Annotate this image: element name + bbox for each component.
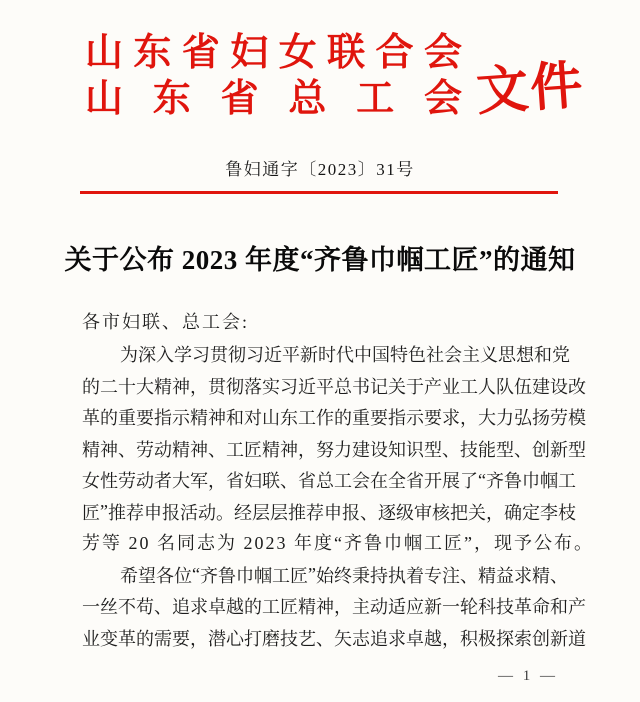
- char: ，: [190, 376, 208, 397]
- char: 产: [424, 376, 442, 397]
- char: 的: [82, 376, 100, 397]
- char: 巾: [236, 565, 254, 586]
- org-name-line-2: [85, 76, 462, 122]
- char: 和: [534, 345, 552, 366]
- char: 会: [352, 471, 370, 492]
- char: 二: [100, 376, 118, 397]
- char: 核: [432, 502, 450, 523]
- char: 工: [356, 78, 395, 120]
- char: 的: [334, 408, 352, 429]
- char: 总: [288, 78, 327, 120]
- char: 示: [172, 408, 190, 429]
- char: 开: [424, 471, 442, 492]
- char: 要: [172, 628, 190, 649]
- char: 女: [278, 32, 317, 74]
- char: 建: [532, 376, 550, 397]
- char: 革: [82, 408, 100, 429]
- char: 伍: [514, 376, 532, 397]
- char: 艺: [298, 628, 316, 649]
- char: 科: [478, 597, 496, 618]
- char: 设: [370, 439, 388, 460]
- char: 、: [360, 502, 378, 523]
- char: 贯: [208, 376, 226, 397]
- body-line: [82, 402, 586, 434]
- char: 应: [406, 597, 424, 618]
- char: 。: [216, 502, 234, 523]
- body-line: [82, 465, 576, 497]
- char: 打: [244, 628, 262, 649]
- char: 特: [390, 345, 408, 366]
- char: 望: [138, 565, 156, 586]
- char: 对: [244, 408, 262, 429]
- char: 终: [334, 565, 352, 586]
- char: 总: [334, 376, 352, 397]
- char: 求: [388, 628, 406, 649]
- char: ，: [334, 597, 352, 618]
- char: 和: [550, 597, 568, 618]
- char: 卓: [208, 597, 226, 618]
- char: 级: [396, 502, 414, 523]
- red-separator-rule: [80, 191, 558, 194]
- char: 创: [532, 628, 550, 649]
- char: 命: [532, 597, 550, 618]
- char: 社: [426, 345, 444, 366]
- char: 大: [478, 408, 496, 429]
- char: 山: [85, 78, 124, 120]
- char: 重: [118, 408, 136, 429]
- doc-type-label: 文件: [474, 57, 587, 122]
- char: 了: [460, 471, 478, 492]
- char: 记: [370, 376, 388, 397]
- char: 和: [226, 408, 244, 429]
- char: 的: [100, 408, 118, 429]
- char: 代: [336, 345, 354, 366]
- char: 推: [288, 502, 306, 523]
- char: 贯: [210, 345, 228, 366]
- char: 技: [496, 597, 514, 618]
- char: 、: [442, 439, 460, 460]
- char: 追: [172, 597, 190, 618]
- char: 为: [120, 345, 138, 366]
- char: 性: [100, 471, 118, 492]
- page-number: — 1 —: [498, 668, 558, 684]
- char: 积: [460, 628, 478, 649]
- char: 省: [298, 471, 316, 492]
- char: 轮: [460, 597, 478, 618]
- char: 学: [174, 345, 192, 366]
- char: 展: [442, 471, 460, 492]
- char: 要: [424, 408, 442, 429]
- char: 精: [298, 597, 316, 618]
- char: 合: [375, 32, 414, 74]
- char: 不: [118, 597, 136, 618]
- char: 矢: [334, 628, 352, 649]
- char: 技: [280, 628, 298, 649]
- char: 精: [262, 439, 280, 460]
- char: 、: [316, 628, 334, 649]
- char: 主: [462, 345, 480, 366]
- char: 业: [82, 628, 100, 649]
- char: 近: [264, 345, 282, 366]
- char: 实: [262, 376, 280, 397]
- char: 平: [282, 345, 300, 366]
- char: 重: [352, 408, 370, 429]
- char: 新: [550, 628, 568, 649]
- char: 习: [192, 345, 210, 366]
- char: 大: [136, 376, 154, 397]
- char: 产: [568, 597, 586, 618]
- char: 确: [504, 502, 522, 523]
- char: 劳: [118, 471, 136, 492]
- char: 者: [154, 471, 172, 492]
- char: 神: [208, 408, 226, 429]
- char: 山: [262, 408, 280, 429]
- char: 近: [298, 376, 316, 397]
- char: ”: [100, 501, 108, 522]
- char: 匠: [290, 565, 308, 586]
- char: 磨: [262, 628, 280, 649]
- char: ，: [208, 471, 226, 492]
- char: 荐: [126, 502, 144, 523]
- char: 变: [100, 628, 118, 649]
- char: 报: [342, 502, 360, 523]
- char: 动: [370, 597, 388, 618]
- char: 义: [480, 345, 498, 366]
- body-line: [82, 591, 586, 623]
- document-title: 关于公布 2023 年度“齐鲁巾帼工匠”的通知: [64, 245, 576, 275]
- char: 技: [460, 439, 478, 460]
- char: 指: [388, 408, 406, 429]
- char: 神: [190, 439, 208, 460]
- char: 深: [138, 345, 156, 366]
- char: ，: [190, 628, 208, 649]
- char: 注: [442, 565, 460, 586]
- char: 彻: [226, 376, 244, 397]
- char: 专: [424, 565, 442, 586]
- char: 指: [154, 408, 172, 429]
- char: 省: [226, 471, 244, 492]
- body-line: [82, 559, 568, 591]
- char: 位: [174, 565, 192, 586]
- char: ，: [486, 502, 504, 523]
- char: 东: [152, 78, 191, 120]
- char: 精: [532, 565, 550, 586]
- salutation: 各市妇联、总工会:: [82, 312, 250, 332]
- char: 定: [522, 502, 540, 523]
- char: 妇: [244, 471, 262, 492]
- char: 鲁: [504, 471, 522, 492]
- char: 、: [154, 597, 172, 618]
- char: ，: [460, 408, 478, 429]
- char: 东: [280, 408, 298, 429]
- char: 弘: [514, 408, 532, 429]
- char: 索: [514, 628, 532, 649]
- char: 、: [550, 565, 568, 586]
- char: 神: [172, 376, 190, 397]
- char: 入: [156, 345, 174, 366]
- char: 适: [388, 597, 406, 618]
- char: 神: [280, 439, 298, 460]
- char: 型: [568, 439, 586, 460]
- char: 思: [498, 345, 516, 366]
- char: 型: [424, 439, 442, 460]
- char: 求: [514, 565, 532, 586]
- char: 色: [408, 345, 426, 366]
- char: 枝: [558, 502, 576, 523]
- char: 力: [496, 408, 514, 429]
- char: 一: [82, 597, 100, 618]
- char: 劳: [136, 439, 154, 460]
- char: 帼: [540, 471, 558, 492]
- char: 建: [352, 439, 370, 460]
- char: 工: [298, 408, 316, 429]
- char: 苟: [136, 597, 154, 618]
- char: “: [478, 469, 486, 490]
- char: 主: [352, 597, 370, 618]
- char: 持: [370, 565, 388, 586]
- char: 希: [120, 565, 138, 586]
- char: 知: [388, 439, 406, 460]
- char: 工: [558, 471, 576, 492]
- char: 、: [280, 471, 298, 492]
- char: 精: [478, 565, 496, 586]
- char: 书: [352, 376, 370, 397]
- char: 关: [468, 502, 486, 523]
- char: 越: [424, 628, 442, 649]
- body-line: [82, 622, 586, 654]
- body-line: [82, 433, 586, 465]
- char: 关: [388, 376, 406, 397]
- char: 申: [324, 502, 342, 523]
- char: 层: [252, 502, 270, 523]
- char: 匠: [244, 439, 262, 460]
- char: 识: [406, 439, 424, 460]
- char: 匠: [280, 597, 298, 618]
- char: 秉: [352, 565, 370, 586]
- char: 努: [316, 439, 334, 460]
- body-line: [82, 339, 570, 371]
- char: 革: [514, 597, 532, 618]
- char: 省: [181, 32, 220, 74]
- char: 经: [234, 502, 252, 523]
- char: 、: [208, 439, 226, 460]
- char: 神: [316, 597, 334, 618]
- doc-number: 鲁妇通字〔2023〕31号: [225, 160, 415, 179]
- char: 会: [423, 32, 462, 74]
- char: 工: [460, 376, 478, 397]
- char: 山: [85, 32, 124, 74]
- char: 业: [442, 376, 460, 397]
- char: 卓: [406, 628, 424, 649]
- char: 帼: [254, 565, 272, 586]
- char: 改: [568, 376, 586, 397]
- char: 工: [272, 565, 290, 586]
- char: 荐: [306, 502, 324, 523]
- char: 鲁: [218, 565, 236, 586]
- document-body: [82, 307, 594, 654]
- char: 扬: [532, 408, 550, 429]
- char: 落: [244, 376, 262, 397]
- char: 动: [136, 471, 154, 492]
- char: 能: [478, 439, 496, 460]
- char: 新: [300, 345, 318, 366]
- char: 想: [516, 345, 534, 366]
- char: 会: [423, 78, 462, 120]
- char: 习: [246, 345, 264, 366]
- char: 逐: [378, 502, 396, 523]
- char: 丝: [100, 597, 118, 618]
- char: 全: [388, 471, 406, 492]
- char: “: [192, 564, 200, 585]
- char: 联: [327, 32, 366, 74]
- char: 极: [478, 628, 496, 649]
- char: 求: [442, 408, 460, 429]
- char: 推: [108, 502, 126, 523]
- char: 各: [156, 565, 174, 586]
- char: 省: [406, 471, 424, 492]
- char: 巾: [522, 471, 540, 492]
- char: 心: [226, 628, 244, 649]
- char: 匠: [82, 502, 100, 523]
- char: 的: [244, 597, 262, 618]
- char: 齐: [486, 471, 504, 492]
- letterhead: [85, 30, 462, 122]
- char: 创: [532, 439, 550, 460]
- org-name-line-1: [85, 30, 462, 76]
- char: 动: [154, 439, 172, 460]
- char: 劳: [550, 408, 568, 429]
- char: 在: [370, 471, 388, 492]
- char: 总: [316, 471, 334, 492]
- char: 女: [82, 471, 100, 492]
- char: 精: [172, 439, 190, 460]
- char: 志: [352, 628, 370, 649]
- char: 精: [190, 408, 208, 429]
- char: 会: [444, 345, 462, 366]
- char: 工: [226, 439, 244, 460]
- char: 、: [514, 439, 532, 460]
- char: 省: [220, 78, 259, 120]
- char: 型: [496, 439, 514, 460]
- char: 潜: [208, 628, 226, 649]
- char: 报: [162, 502, 180, 523]
- char: 执: [388, 565, 406, 586]
- char: 彻: [228, 345, 246, 366]
- char: 求: [190, 597, 208, 618]
- char: 东: [133, 32, 172, 74]
- char: 模: [568, 408, 586, 429]
- char: 始: [316, 565, 334, 586]
- char: 、: [460, 565, 478, 586]
- char: 需: [154, 628, 172, 649]
- char: 党: [552, 345, 570, 366]
- char: 力: [334, 439, 352, 460]
- char: 精: [82, 439, 100, 460]
- char: 工: [262, 597, 280, 618]
- char: 追: [370, 628, 388, 649]
- body-line: [82, 496, 576, 528]
- char: 示: [406, 408, 424, 429]
- char: 动: [198, 502, 216, 523]
- char: 设: [550, 376, 568, 397]
- char: ，: [298, 439, 316, 460]
- char: 联: [262, 471, 280, 492]
- char: 新: [424, 597, 442, 618]
- char: 要: [370, 408, 388, 429]
- char: 队: [496, 376, 514, 397]
- char: ”: [308, 564, 316, 585]
- char: 工: [334, 471, 352, 492]
- body-line: 芳等 20 名同志为 2023 年度“齐鲁巾帼工匠”，现予公布。: [82, 532, 594, 553]
- char: 军: [190, 471, 208, 492]
- char: 作: [316, 408, 334, 429]
- char: 申: [144, 502, 162, 523]
- char: 益: [496, 565, 514, 586]
- char: 新: [550, 439, 568, 460]
- char: 的: [136, 628, 154, 649]
- char: 人: [478, 376, 496, 397]
- char: 精: [154, 376, 172, 397]
- char: 妇: [230, 32, 269, 74]
- char: 中: [354, 345, 372, 366]
- char: 把: [450, 502, 468, 523]
- char: 习: [280, 376, 298, 397]
- char: 大: [172, 471, 190, 492]
- char: ，: [442, 628, 460, 649]
- char: 神: [100, 439, 118, 460]
- char: 活: [180, 502, 198, 523]
- char: 道: [568, 628, 586, 649]
- char: 、: [118, 439, 136, 460]
- char: 李: [540, 502, 558, 523]
- char: 十: [118, 376, 136, 397]
- char: 革: [118, 628, 136, 649]
- char: 着: [406, 565, 424, 586]
- char: 齐: [200, 565, 218, 586]
- body-line: [82, 370, 586, 402]
- char: 时: [318, 345, 336, 366]
- char: 国: [372, 345, 390, 366]
- char: 平: [316, 376, 334, 397]
- char: 审: [414, 502, 432, 523]
- char: 一: [442, 597, 460, 618]
- char: 探: [496, 628, 514, 649]
- char: 越: [226, 597, 244, 618]
- char: 要: [136, 408, 154, 429]
- char: 层: [270, 502, 288, 523]
- char: 于: [406, 376, 424, 397]
